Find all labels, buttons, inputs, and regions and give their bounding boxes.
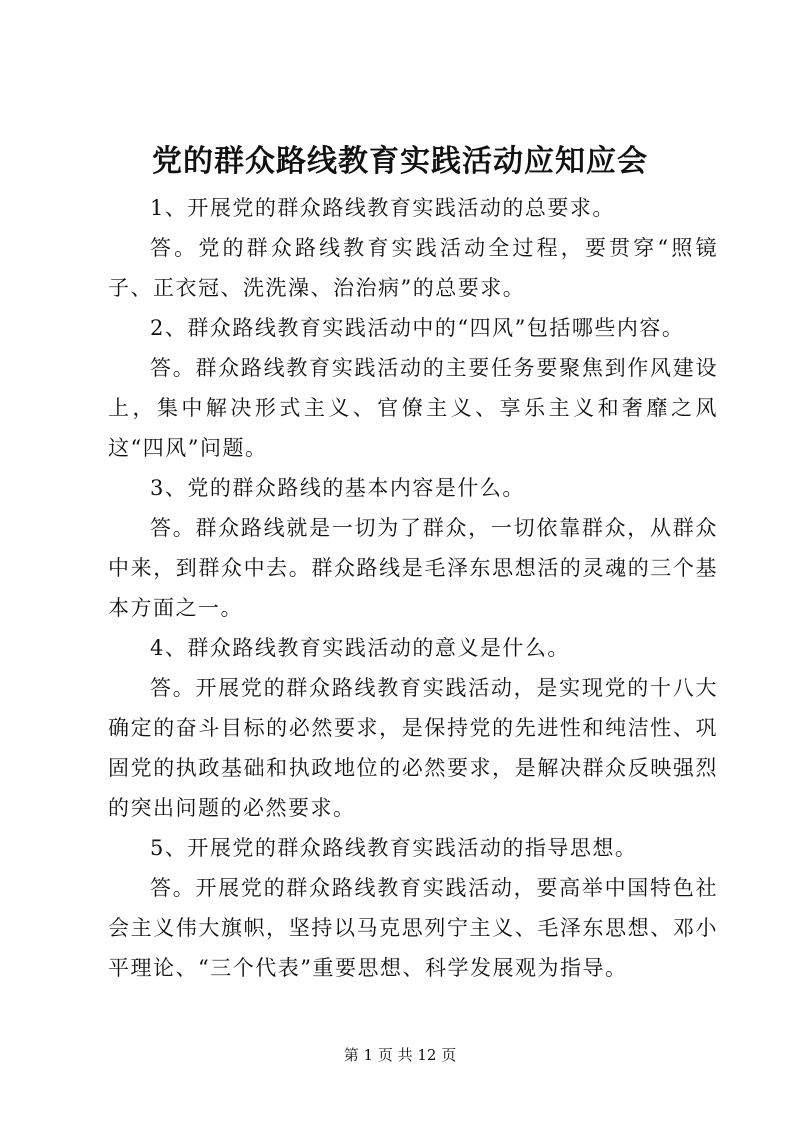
question-4: 4、群众路线教育实践活动的意义是什么。	[150, 636, 570, 660]
answer-5: 答。开展党的群众路线教育实践活动，要高举中国特色社会主义伟大旗帜，坚持以马克思列宁主义、毛泽东思想、邓小平理论、“三个代表”重要思想、科学发展观为指导。	[108, 876, 718, 980]
question-3: 3、党的群众路线的基本内容是什么。	[150, 476, 525, 500]
question-5: 5、开展党的群众路线教育实践活动的指导思想。	[150, 836, 638, 860]
answer-4: 答。开展党的群众路线教育实践活动，是实现党的十八大确定的奋斗目标的必然要求，是保持党的先进性和纯洁性、巩固党的执政基础和执政地位的必然要求，是解决群众反映强烈的突出问题的必然要求。	[108, 676, 718, 820]
document-title: 党的群众路线教育实践活动应知应会	[152, 144, 648, 179]
question-1: 1、开展党的群众路线教育实践活动的总要求。	[150, 196, 615, 220]
answer-2: 答。群众路线教育实践活动的主要任务要聚焦到作风建设上，集中解决形式主义、官僚主义、享乐主义和奢靡之风这“四风”问题。	[108, 356, 718, 460]
answer-3: 答。群众路线就是一切为了群众，一切依靠群众，从群众中来，到群众中去。群众路线是毛泽东思想活的灵魂的三个基本方面之一。	[108, 516, 718, 620]
document-body	[108, 188, 718, 988]
question-2: 2、群众路线教育实践活动中的“四风”包括哪些内容。	[150, 316, 685, 340]
page-number-footer: 第 1 页 共 12 页	[343, 1046, 457, 1064]
answer-1: 答。党的群众路线教育实践活动全过程，要贯穿“照镜子、正衣冠、洗洗澡、治治病”的总要求。	[108, 236, 718, 300]
